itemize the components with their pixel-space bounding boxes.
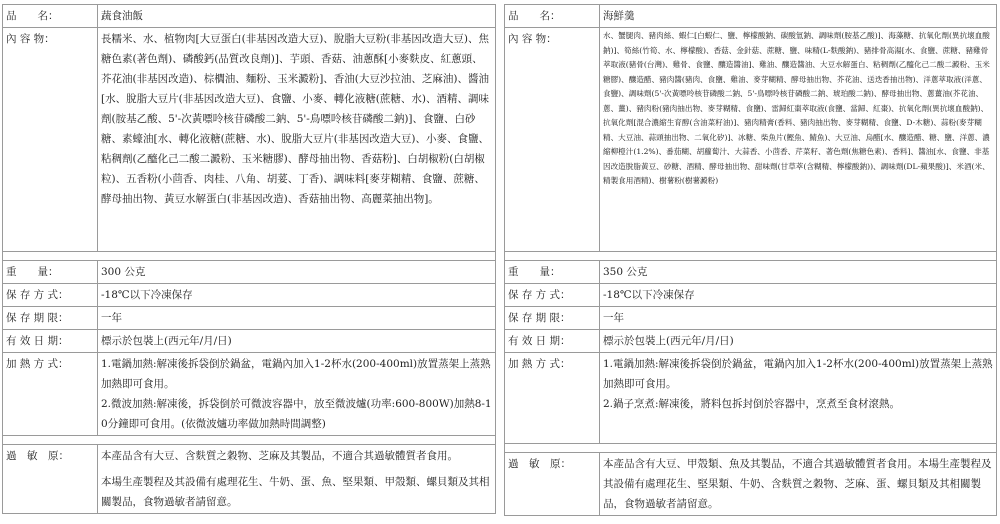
value-allergen (600, 453, 997, 516)
label-allergen: 過 敏 原： (505, 453, 600, 516)
row-gap (3, 252, 496, 261)
row-weight (3, 261, 496, 284)
row-expiry (3, 330, 496, 353)
heating-line: 1.電鍋加熱:解凍後拆袋倒於鍋盆，電鍋內加入1-2杯水(200-400ml)放置蒸架上蒸熟加熱即可食用。 (603, 358, 993, 390)
row-gap (505, 444, 997, 453)
row-weight (505, 261, 997, 284)
product-label-right (504, 4, 997, 516)
product-label-left (2, 4, 496, 514)
label-content: 內 容 物： (3, 28, 98, 252)
row-allergen (505, 453, 997, 516)
row-shelf (505, 307, 997, 330)
row-allergen (3, 445, 496, 514)
value-storage: -18℃以下冷凍保存 (98, 284, 496, 307)
label-heating: 加 熱 方 式： (505, 353, 600, 444)
row-storage (505, 284, 997, 307)
label-name: 品 名： (3, 5, 98, 28)
value-content: 長糯米、水、植物肉[大豆蛋白(非基因改造大豆)、脫脂大豆粉(非基因改造大豆)、焦糖色素(著色劑)、磷酸鈣(品質改良劑)]、芋頭、香菇、油蔥酥[小麥麩皮、紅蔥頭、芥花油(非基因改造)、棕櫚油、麵粉、玉米澱粉]、香油(大豆沙拉油、芝麻油)、醬油[水、脫脂大豆片(非基因改造大豆)、食鹽、小麥、轉化液糖(蔗糖、水)、酒精、調味劑(胺基乙酸、5'-次黃嘌呤核苷磷酸二鈉、5'-鳥嘌呤核苷磷酸二鈉)]、食鹽、白砂糖、素蠔油[水、轉化液糖(蔗糖、水)、脫脂大豆片(非基因改造大豆)、小麥、食鹽、粘稠劑(乙醯化己二酸二澱粉、玉米糖膠)、酵母抽出物、香菇粉]、白胡椒粉(白胡椒粒)、五香粉(小茴香、肉桂、八角、胡荽、丁香)、調味料[麥芽糊精、食鹽、蔗糖、酵母抽出物、黃豆水解蛋白(非基因改造)、香菇抽出物、高麗菜抽出物]。 (98, 28, 496, 252)
row-content (3, 28, 496, 252)
label-shelf: 保 存 期 限： (3, 307, 98, 330)
row-heating (3, 353, 496, 436)
row-storage (3, 284, 496, 307)
label-content: 內 容 物： (505, 28, 600, 252)
value-name: 海鮮羹 (600, 5, 997, 28)
value-heating (600, 353, 997, 444)
gap-cell (505, 252, 997, 261)
row-name (3, 5, 496, 28)
value-expiry: 標示於包裝上(西元年/月/日) (600, 330, 997, 353)
gap-cell (3, 436, 496, 445)
spec-table-left (2, 4, 496, 514)
row-expiry (505, 330, 997, 353)
value-expiry: 標示於包裝上(西元年/月/日) (98, 330, 496, 353)
value-heating (98, 353, 496, 436)
gap-cell (505, 444, 997, 453)
row-name (505, 5, 997, 28)
allergen-line: 本場生產製程及其設備有處理花生、牛奶、蛋、魚、堅果類、甲殼類、螺貝類及其相關製品，食物過敏者請留意。 (101, 476, 490, 508)
label-name: 品 名： (505, 5, 600, 28)
spec-table-right (504, 4, 997, 516)
value-weight: 350 公克 (600, 261, 997, 284)
label-allergen: 過 敏 原： (3, 445, 98, 514)
value-shelf: 一年 (98, 307, 496, 330)
label-heating: 加 熱 方 式： (3, 353, 98, 436)
value-shelf: 一年 (600, 307, 997, 330)
label-storage: 保 存 方 式： (3, 284, 98, 307)
value-weight: 300 公克 (98, 261, 496, 284)
gap-cell (3, 252, 496, 261)
label-storage: 保 存 方 式： (505, 284, 600, 307)
label-shelf: 保 存 期 限： (505, 307, 600, 330)
allergen-line: 本產品含有大豆、含麩質之穀物、芝麻及其製品，不適合其過敏體質者食用。 (101, 450, 458, 462)
row-gap (3, 436, 496, 445)
row-gap (505, 252, 997, 261)
value-content: 水、蟹腿肉、豬肉絲、蝦仁[白蝦仁、鹽、檸檬酸鈉、碳酸氫鈉、調味劑(胺基乙酸)]、海藻糖、抗氧化劑(異抗壞血酸鈉)]、筍絲(竹筍、水、檸檬酸)、香菇、金針菇、蔗糖、鹽、味精(L-麩酸鈉)、豬排骨高湯[水、食鹽、蔗糖、豬雞骨萃取液(豬骨(台灣)、雞骨、食鹽、釀造醬油]、雞油、釀造醬油、大豆水解蛋白、粘稠劑(乙醯化己二酸二澱粉、玉米糖膠)、釀造醋、豬肉醬(豬肉、食鹽、雞油、麥芽糊精、酵母抽出物、芥花油、送迭香抽出物)、洋蔥萃取液(洋蔥、食鹽)、調味劑(5'-次黃嘌呤核苷磷酸二鈉、5'-鳥嘌呤核苷磷酸二鈉、琥珀酸二鈉)、酵母抽出物、蔥薑油(芥花油、蔥、薑)、豬肉粉(豬肉抽出物、麥芽糊精、食鹽)、雷歸紅棗萃取液(食鹽、當歸、紅棗)、抗氧化劑(異抗壞血酸鈉)、抗氧化劑[混合濃縮生育醇(含油菜籽油)]、豬肉精膏(香料、豬肉抽出物、麥芽糊精、食鹽、D-木糖)、蒜粉(麥芽糊精、大豆油、蒜頭抽出物、二氧化矽)]、冰糖、柴魚片(鰹魚、鯖魚)、大豆油、烏醋[水、釀造醋、糖、鹽、洋蔥、濃縮柳橙汁(1.2%)、番茄糊、胡蘿蔔汁、大蒜香、小茴香、芹菜籽、著色劑(焦糖色素)、香料]、醬油[水、食鹽、非基因改造脫脂黃豆、砂糖、酒精、酵母抽出物、甜味劑(甘草萃(含糊精、檸檬酸鈉))、調味劑(DL-蘋果酸)]、米酒(米、精製食用酒精)、樹薯粉(樹薯澱粉) (600, 28, 997, 252)
label-weight: 重 量： (3, 261, 98, 284)
row-shelf (3, 307, 496, 330)
value-allergen (98, 445, 496, 514)
row-content (505, 28, 997, 252)
value-name: 蔬食油飯 (98, 5, 496, 28)
heating-line: 2.微波加熱:解凍後，拆袋倒於可微波容器中，放至微波爐(功率:600-800W)加熱8-10分鐘即可食用。(依微波爐功率做加熱時間調整) (101, 398, 492, 430)
row-heating (505, 353, 997, 444)
label-expiry: 有 效 日 期： (3, 330, 98, 353)
label-expiry: 有 效 日 期： (505, 330, 600, 353)
value-storage: -18℃以下冷凍保存 (600, 284, 997, 307)
heating-line: 1.電鍋加熱:解凍後拆袋倒於鍋盆，電鍋內加入1-2杯水(200-400ml)放置蒸架上蒸熟加熱即可食用。 (101, 358, 491, 390)
label-weight: 重 量： (505, 261, 600, 284)
heating-line: 2.鍋子烹煮:解凍後，將料包拆封倒於容器中，烹煮至食材滾熱。 (603, 398, 901, 410)
allergen-line: 本產品含有大豆、甲殼類、魚及其製品，不適合其過敏體質者食用。本場生產製程及其設備有處理花生、堅果類、牛奶、含麩質之穀物、芝麻、蛋、螺貝類及其相關製品，食物過敏者請留意。 (603, 458, 992, 510)
